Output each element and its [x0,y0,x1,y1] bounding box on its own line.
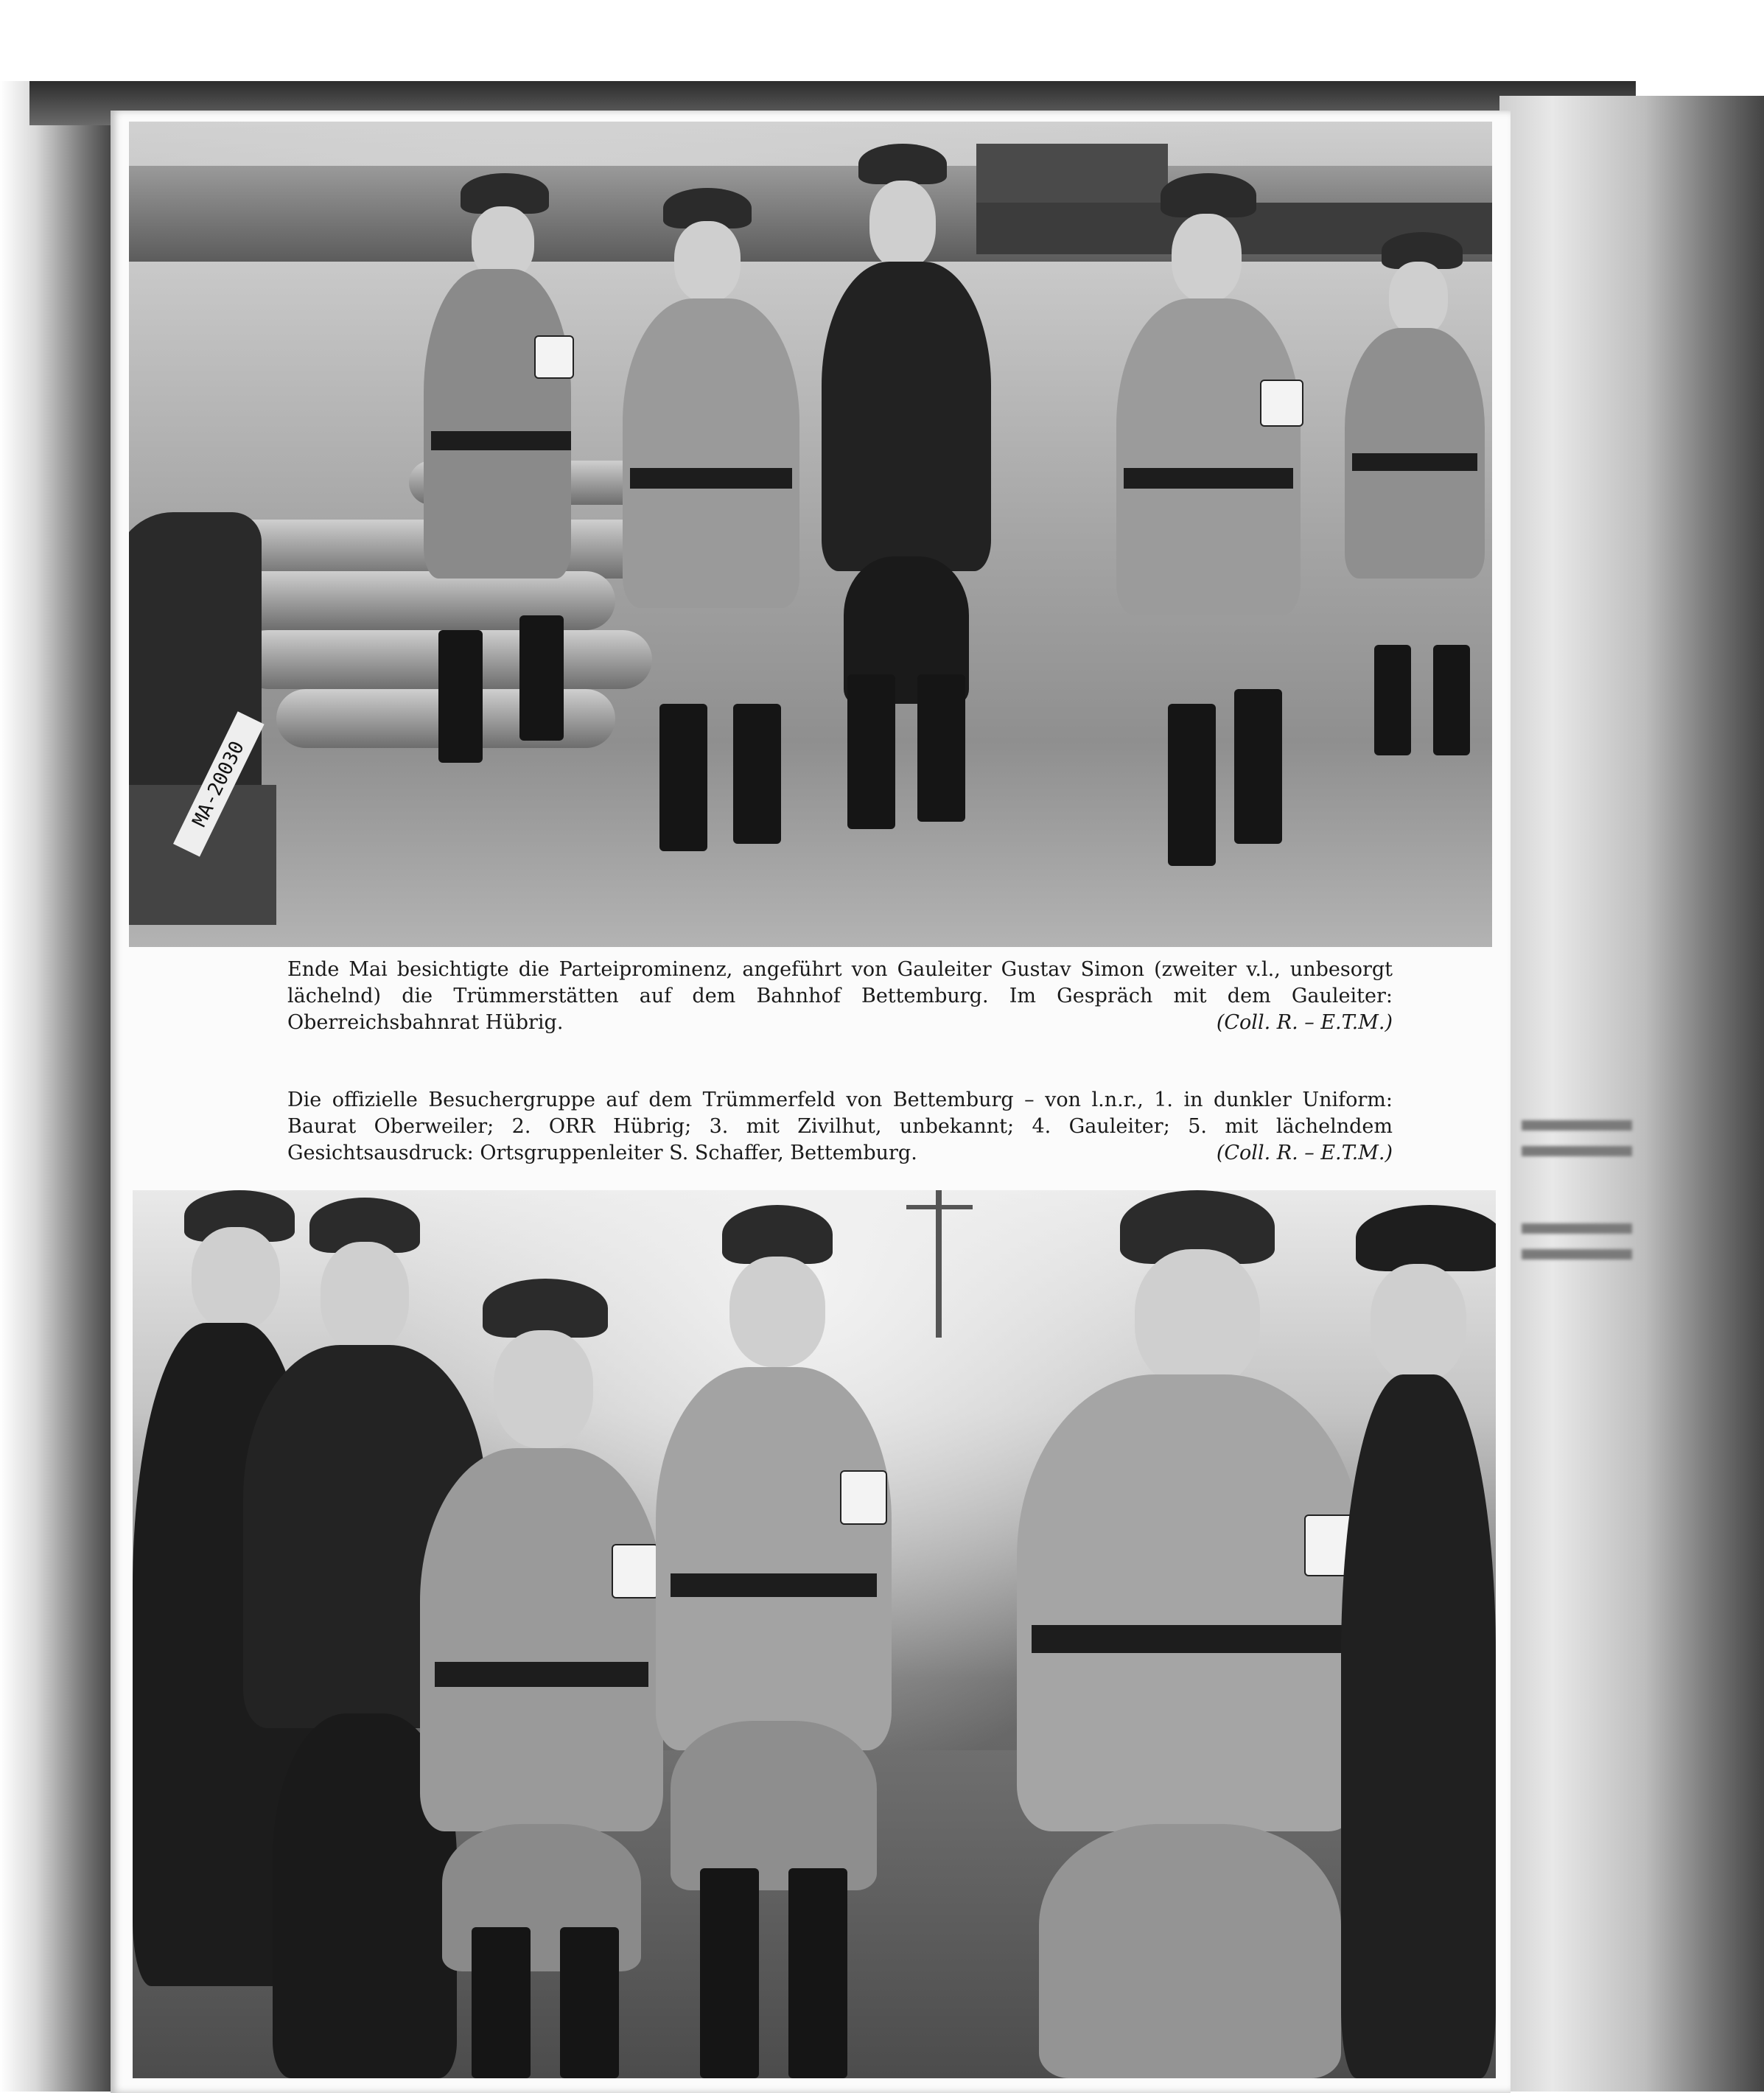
photo-credit: (Coll. R. – E.T.M.) [1216,1142,1393,1164]
caption-bottom-line-1: Die offizielle Besuchergruppe auf dem Trümmerfeld von Bettemburg – von l.n.r., 1. in dunkler Uniform: [287,1089,1393,1111]
caption-top-line-3 [287,1010,1393,1036]
officer-figure [1102,173,1308,873]
caption-top-line-2: lächelnd) die Trümmerstätten auf dem Bahnhof Bettemburg. Im Gespräch mit dem Gauleiter: [287,985,1393,1007]
photo-railway-station-visit [129,122,1492,947]
caption-top-line-1: Ende Mai besichtigte die Parteiprominenz, angeführt von Gauleiter Gustav Simon (zweiter v.l., unbesorgt [287,958,1393,981]
gauleiter-figure [1017,1190,1371,2078]
officer-figure [420,1279,663,2078]
officer-figure [608,188,807,851]
officer-figure [807,144,998,829]
officer-figure [409,173,578,763]
civilian-hat-figure [1341,1205,1496,2078]
caption-bottom-line-2: Baurat Oberweiler; 2. ORR Hübrig; 3. mit Zivilhut, unbekannt; 4. Gauleiter; 5. mit lächelndem [287,1115,1393,1138]
caption-top-text: Oberreichsbahnrat Hübrig. [287,1011,564,1034]
caption-top [287,957,1393,1036]
photo-official-visitor-group [133,1190,1496,2078]
officer-figure [1337,232,1492,763]
scan-shadow-left [0,81,118,2092]
caption-bottom [287,1087,1393,1167]
officer-figure-glasses [656,1205,899,2078]
caption-bottom-line-3 [287,1140,1393,1167]
adjacent-page [1499,96,1764,2092]
caption-bottom-text: Gesichtsausdruck: Ortsgruppenleiter S. Schaffer, Bettemburg. [287,1142,917,1164]
license-plate: MA-20030 [173,711,265,856]
photo-credit: (Coll. R. – E.T.M.) [1216,1011,1393,1034]
